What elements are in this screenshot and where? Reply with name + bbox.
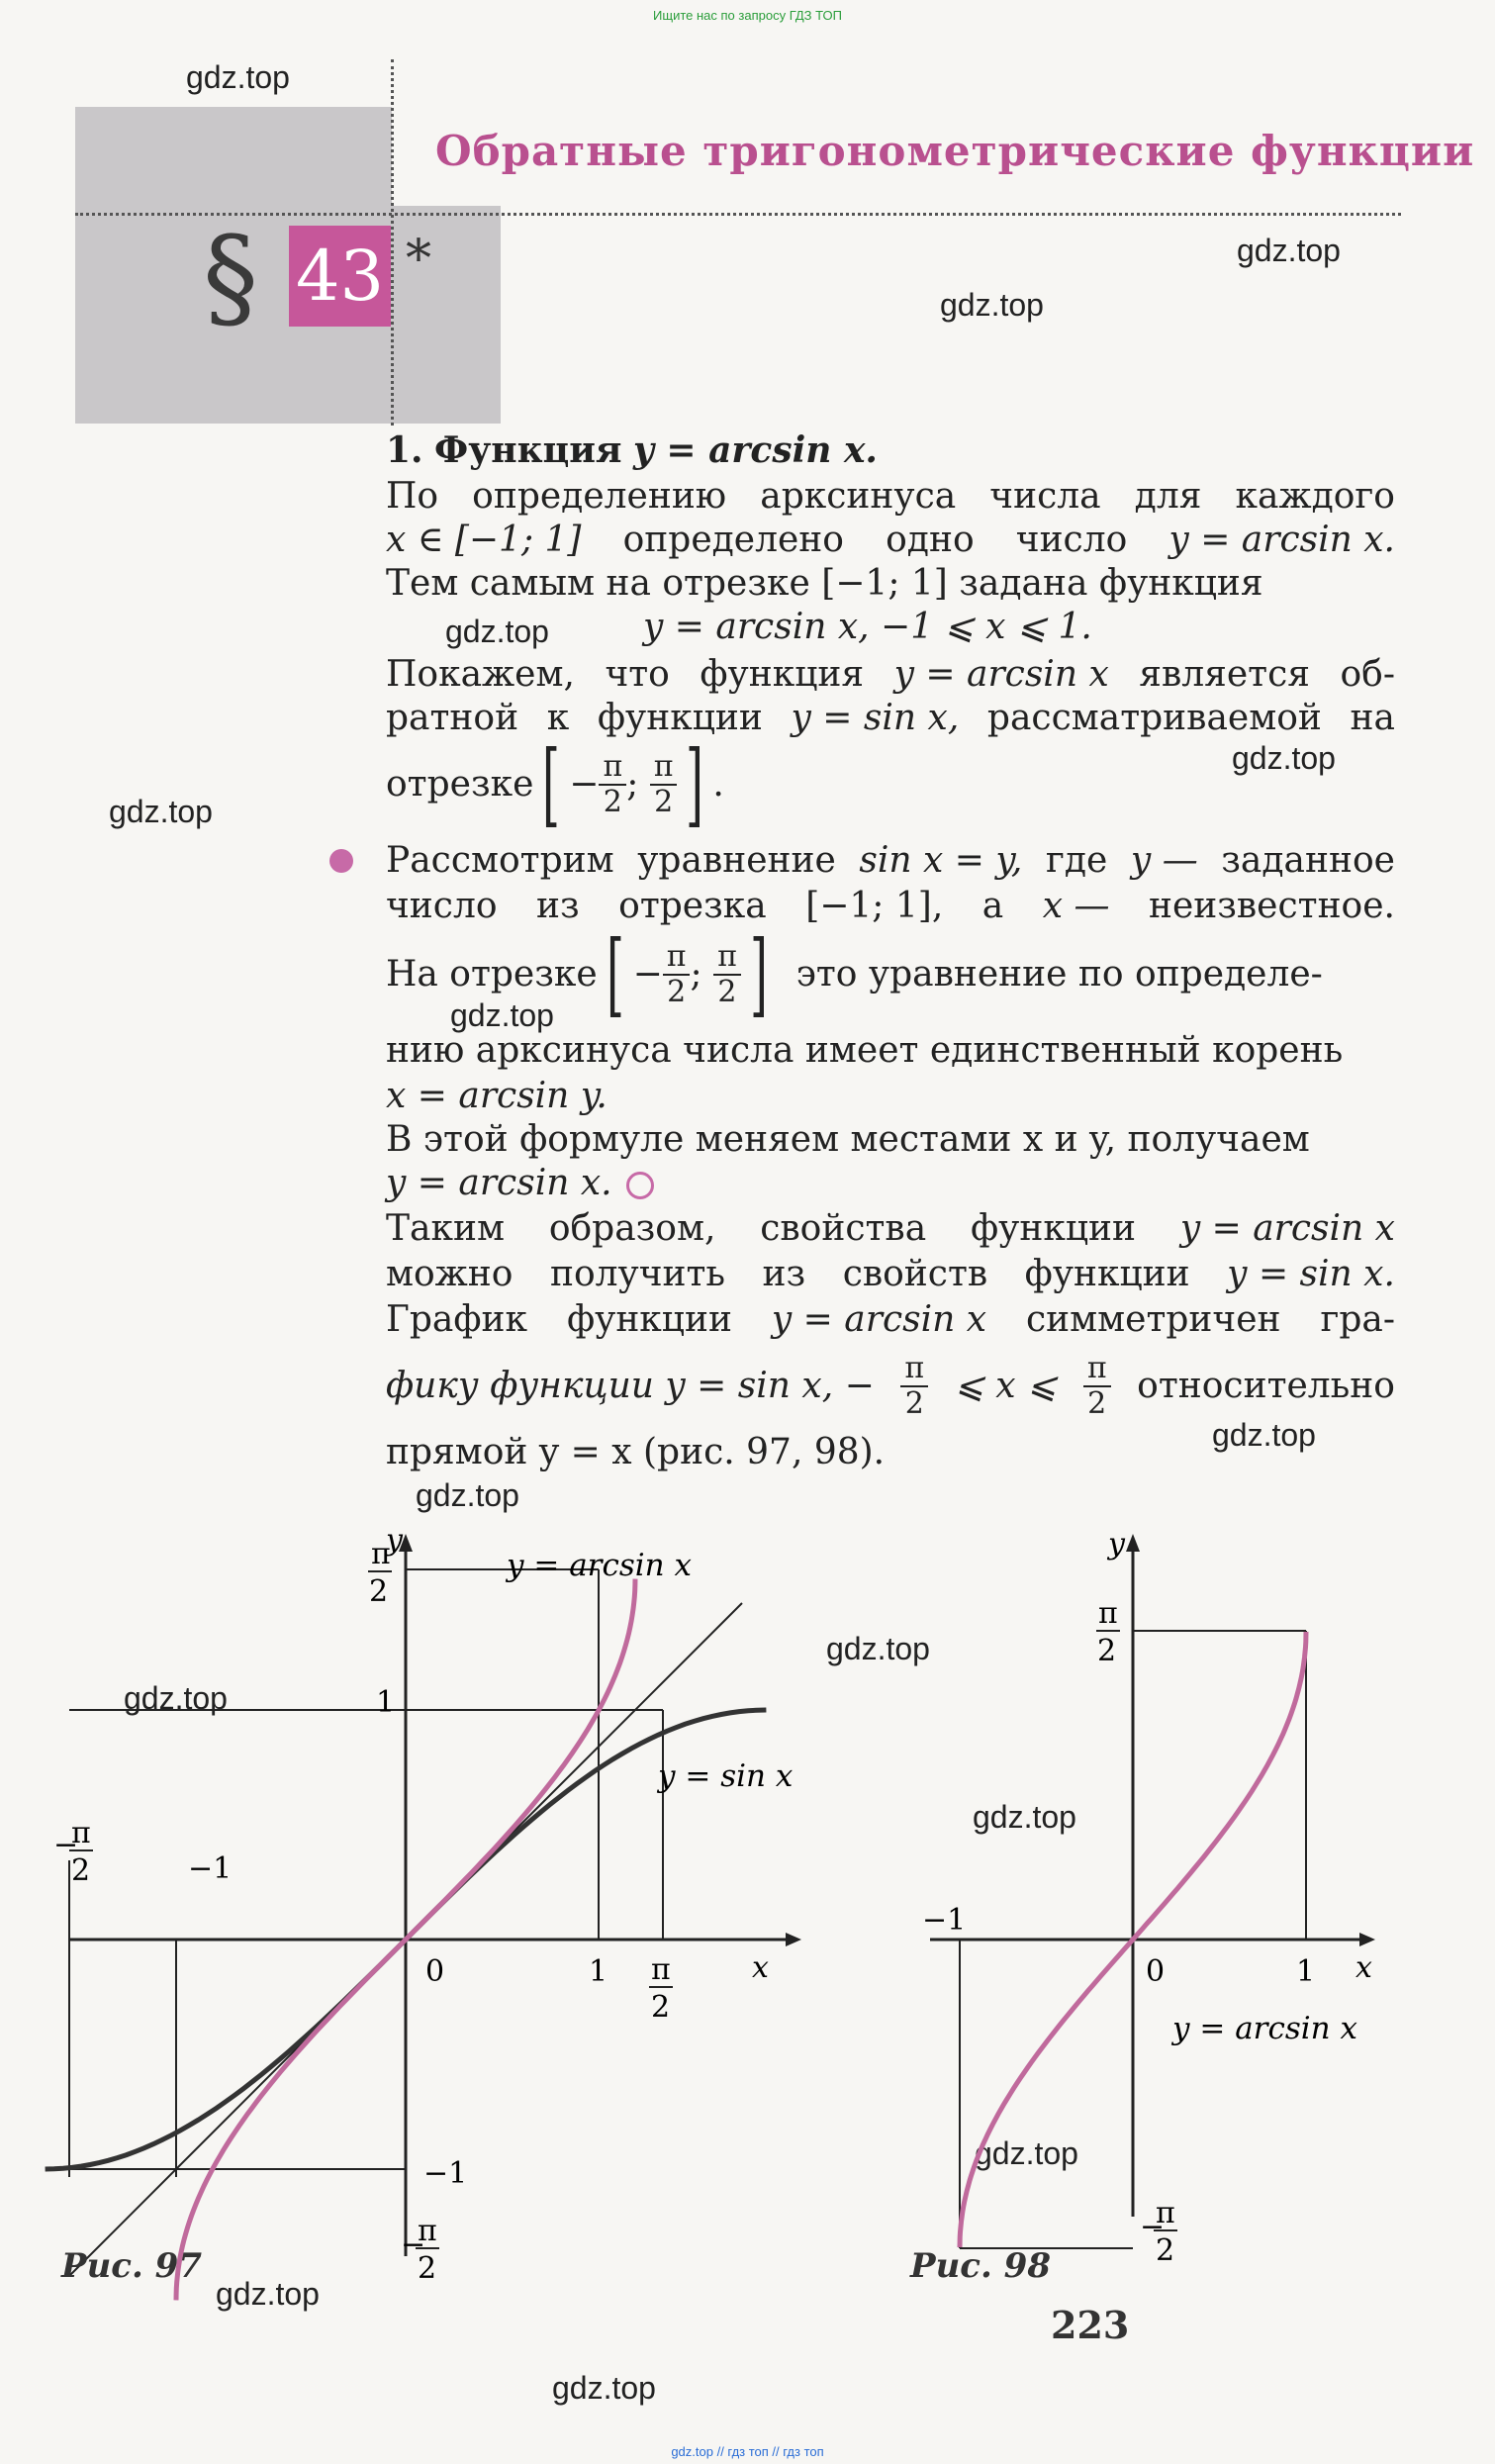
word: число <box>1015 520 1128 560</box>
bracket-left: [ <box>606 921 624 1027</box>
word: каждого <box>1235 476 1395 517</box>
word: [−1; 1], <box>805 886 944 926</box>
x-tick-pi2 <box>649 1952 673 2025</box>
text-line-9 <box>386 885 1395 928</box>
text-line-7 <box>386 731 1395 837</box>
svg-text:2: 2 <box>418 2251 437 2286</box>
x-axis-arrow-icon <box>1359 1933 1375 1946</box>
text-line-19: прямой y = x (рис. 97, 98). <box>386 1432 886 1472</box>
svg-text:2: 2 <box>71 1853 91 1888</box>
formula: y = arcsin x. <box>386 1163 612 1203</box>
word: получить <box>549 1254 726 1294</box>
formula: y = sin x, <box>791 698 960 738</box>
svg-text:π: π <box>71 1816 91 1850</box>
word: По <box>386 476 439 517</box>
word: функции <box>1024 1254 1190 1294</box>
formula: y = arcsin x <box>893 654 1109 695</box>
page-number: 223 <box>1051 2303 1130 2347</box>
fraction-pi-2: $\frac{\pi}{2}$ <box>1083 1352 1111 1421</box>
formula: y = sin x. <box>1227 1254 1395 1294</box>
formula: x — <box>1042 886 1110 926</box>
y-axis-label: y <box>386 1523 403 1558</box>
word: свойства <box>760 1208 927 1249</box>
subheading-formula: y = arcsin x. <box>632 429 878 471</box>
watermark-label: gdz.top <box>552 2370 656 2406</box>
y-tick-1: 1 <box>376 1685 396 1720</box>
text-line-6 <box>386 697 1395 740</box>
section-star: * <box>406 230 431 289</box>
word: об- <box>1340 654 1395 695</box>
label-arcsin: y = arcsin x <box>1172 2011 1357 2046</box>
word: свойств <box>842 1254 988 1294</box>
svg-text:π: π <box>371 1537 391 1571</box>
watermark-label: gdz.top <box>940 287 1044 323</box>
formula: y = arcsin x. <box>1168 520 1395 560</box>
svg-text:−: − <box>53 1828 79 1862</box>
formula-line-4 <box>643 606 1336 649</box>
text-line-13: В этой формуле меняем местами x и y, получаем <box>386 1119 1310 1160</box>
y-tick-pi2 <box>368 1537 392 1609</box>
svg-text:π: π <box>1156 2196 1175 2230</box>
x-tick-neg-1: −1 <box>188 1851 233 1886</box>
bullet-proof-end <box>626 1172 654 1199</box>
y-tick-pi2 <box>1096 1596 1120 1668</box>
word: на <box>1350 698 1395 738</box>
svg-text:2: 2 <box>651 1990 671 2025</box>
watermark-label: gdz.top <box>124 1680 228 1716</box>
watermark-bottom-note: gdz.top // гдз топ // гдз топ <box>671 2444 824 2459</box>
word: арксинуса <box>760 476 957 517</box>
text-line-2 <box>386 519 1395 562</box>
word: функции <box>970 1208 1136 1249</box>
word: гра- <box>1320 1299 1395 1340</box>
word: числа <box>989 476 1101 517</box>
word: одно <box>886 520 975 560</box>
semicolon: ; <box>690 954 714 995</box>
word: является <box>1139 654 1310 695</box>
word: это уравнение по определе- <box>795 954 1323 995</box>
subheading-number: 1. <box>386 429 423 471</box>
word: что <box>605 654 670 695</box>
text-line-10 <box>386 921 1395 1027</box>
text-line-11: нию арксинуса числа имеет единственный корень <box>386 1030 1344 1071</box>
y-tick-neg-1: −1 <box>423 2156 468 2191</box>
header-grey-block-top <box>184 107 392 206</box>
svg-text:2: 2 <box>1156 2233 1175 2268</box>
word: образом, <box>548 1208 716 1249</box>
subheading-text: Функция <box>434 429 622 471</box>
label-sin: y = sin x <box>658 1758 794 1794</box>
word: симметричен <box>1025 1299 1281 1340</box>
text-line-14 <box>386 1162 1395 1205</box>
origin-label: 0 <box>425 1954 445 1989</box>
text-line-12 <box>386 1075 1395 1118</box>
minus-sign: − <box>569 764 600 805</box>
word: функции <box>597 698 763 738</box>
header-horizontal-dotted-line <box>75 213 1401 216</box>
header-grey-block-left <box>75 107 184 424</box>
text-line-16 <box>386 1253 1395 1296</box>
word: ратной <box>386 698 519 738</box>
word: рассматриваемой <box>986 698 1322 738</box>
word: . <box>712 764 724 805</box>
watermark-label: gdz.top <box>416 1477 519 1513</box>
word: Покажем, <box>386 654 575 695</box>
bracket-right: ] <box>686 731 704 837</box>
word: неизвестное. <box>1148 886 1395 926</box>
word: функции <box>566 1299 732 1340</box>
text-line-3: Тем самым на отрезке [−1; 1] задана функция <box>386 563 1263 604</box>
formula: ⩽ x ⩽ <box>954 1366 1058 1406</box>
watermark-label: gdz.top <box>973 1799 1076 1835</box>
word: из <box>762 1254 806 1294</box>
watermark-label: gdz.top <box>975 2135 1078 2171</box>
svg-text:−: − <box>401 2227 426 2262</box>
formula: фику функции y = sin x, − <box>386 1366 875 1406</box>
formula: y = arcsin x <box>1179 1208 1395 1249</box>
watermark-label: gdz.top <box>1212 1417 1316 1453</box>
formula: y = arcsin x <box>771 1299 987 1340</box>
watermark-label: gdz.top <box>186 59 290 95</box>
word: отрезка <box>618 886 767 926</box>
header-vertical-dotted-line <box>391 59 394 426</box>
x-tick-neg-pi2 <box>53 1816 93 1888</box>
word: заданное <box>1221 840 1395 881</box>
watermark-label: gdz.top <box>450 997 554 1033</box>
figure-97-caption: Рис. 97 <box>61 2246 202 2286</box>
page-title: Обратные тригонометрические функции <box>435 127 1475 175</box>
x-tick-1: 1 <box>1296 1954 1316 1989</box>
word: На отрезке <box>386 954 598 995</box>
word: Таким <box>386 1208 505 1249</box>
y-axis-arrow-icon <box>1126 1534 1140 1552</box>
fraction-pi-2: $\frac{\pi}{2}$ <box>599 750 626 819</box>
fraction-pi-2: $\frac{\pi}{2}$ <box>900 1352 928 1421</box>
section-symbol: § <box>203 214 258 342</box>
word: функция <box>700 654 865 695</box>
figure-97 <box>53 1523 811 2286</box>
word: относительно <box>1137 1366 1395 1406</box>
formula: x = arcsin y. <box>386 1076 607 1116</box>
word: для <box>1134 476 1202 517</box>
formula: y = arcsin x, −1 ⩽ x ⩽ 1. <box>643 607 1092 647</box>
bracket-left: [ <box>542 731 561 837</box>
section-number: 43 <box>289 226 391 327</box>
x-tick-1: 1 <box>589 1954 608 1989</box>
figure-98 <box>920 1524 1415 2276</box>
x-axis-label: x <box>1355 1950 1372 1985</box>
figure-98-caption: Рис. 98 <box>910 2246 1051 2286</box>
text-line-15 <box>386 1207 1395 1251</box>
y-axis-label: y <box>1108 1527 1125 1562</box>
subheading <box>386 428 1395 473</box>
svg-text:π: π <box>651 1952 671 1987</box>
origin-label: 0 <box>1146 1954 1166 1989</box>
fraction-pi-2: $\frac{\pi}{2}$ <box>650 750 678 819</box>
word: уравнение <box>637 840 836 881</box>
y-tick-neg-pi2 <box>1140 2196 1177 2268</box>
text-line-17 <box>386 1298 1395 1342</box>
text-line-5 <box>386 653 1395 697</box>
label-arcsin: y = arcsin x <box>507 1548 692 1583</box>
text-line-1 <box>386 475 1395 519</box>
word: Рассмотрим <box>386 840 614 881</box>
minus-sign: − <box>632 954 663 995</box>
fraction-pi-2: $\frac{\pi}{2}$ <box>713 940 741 1009</box>
x-axis-label: x <box>752 1950 769 1985</box>
word: График <box>386 1299 528 1340</box>
watermark-label: gdz.top <box>1232 740 1336 776</box>
svg-text:−: − <box>1140 2210 1166 2244</box>
text-line-18 <box>386 1344 1395 1429</box>
svg-text:π: π <box>1098 1596 1118 1631</box>
bracket-right: ] <box>749 921 768 1027</box>
semicolon: ; <box>626 764 650 805</box>
word: из <box>536 886 580 926</box>
svg-text:π: π <box>418 2214 437 2248</box>
fraction-pi-2: $\frac{\pi}{2}$ <box>663 940 691 1009</box>
word: число <box>386 886 498 926</box>
text-line-8 <box>386 839 1395 883</box>
word: где <box>1045 840 1108 881</box>
word: определению <box>472 476 727 517</box>
x-axis-arrow-icon <box>786 1933 801 1946</box>
word: определено <box>622 520 844 560</box>
word: к <box>546 698 570 738</box>
word: можно <box>386 1254 514 1294</box>
watermark-label: gdz.top <box>1237 233 1341 268</box>
word: а <box>981 886 1004 926</box>
watermark-top-note: Ищите нас по запросу ГДЗ ТОП <box>653 8 842 23</box>
word: отрезке <box>386 764 534 805</box>
watermark-label: gdz.top <box>445 614 549 649</box>
x-tick-neg-1: −1 <box>922 1903 967 1938</box>
svg-text:2: 2 <box>1097 1634 1117 1668</box>
bullet-proof-start <box>329 849 353 873</box>
svg-text:2: 2 <box>369 1574 389 1609</box>
watermark-label: gdz.top <box>826 1631 930 1666</box>
formula: y — <box>1130 840 1198 881</box>
formula: x ∈ [−1; 1] <box>386 520 582 560</box>
watermark-label: gdz.top <box>109 794 213 829</box>
formula: sin x = y, <box>859 840 1023 881</box>
watermark-label: gdz.top <box>216 2276 320 2312</box>
